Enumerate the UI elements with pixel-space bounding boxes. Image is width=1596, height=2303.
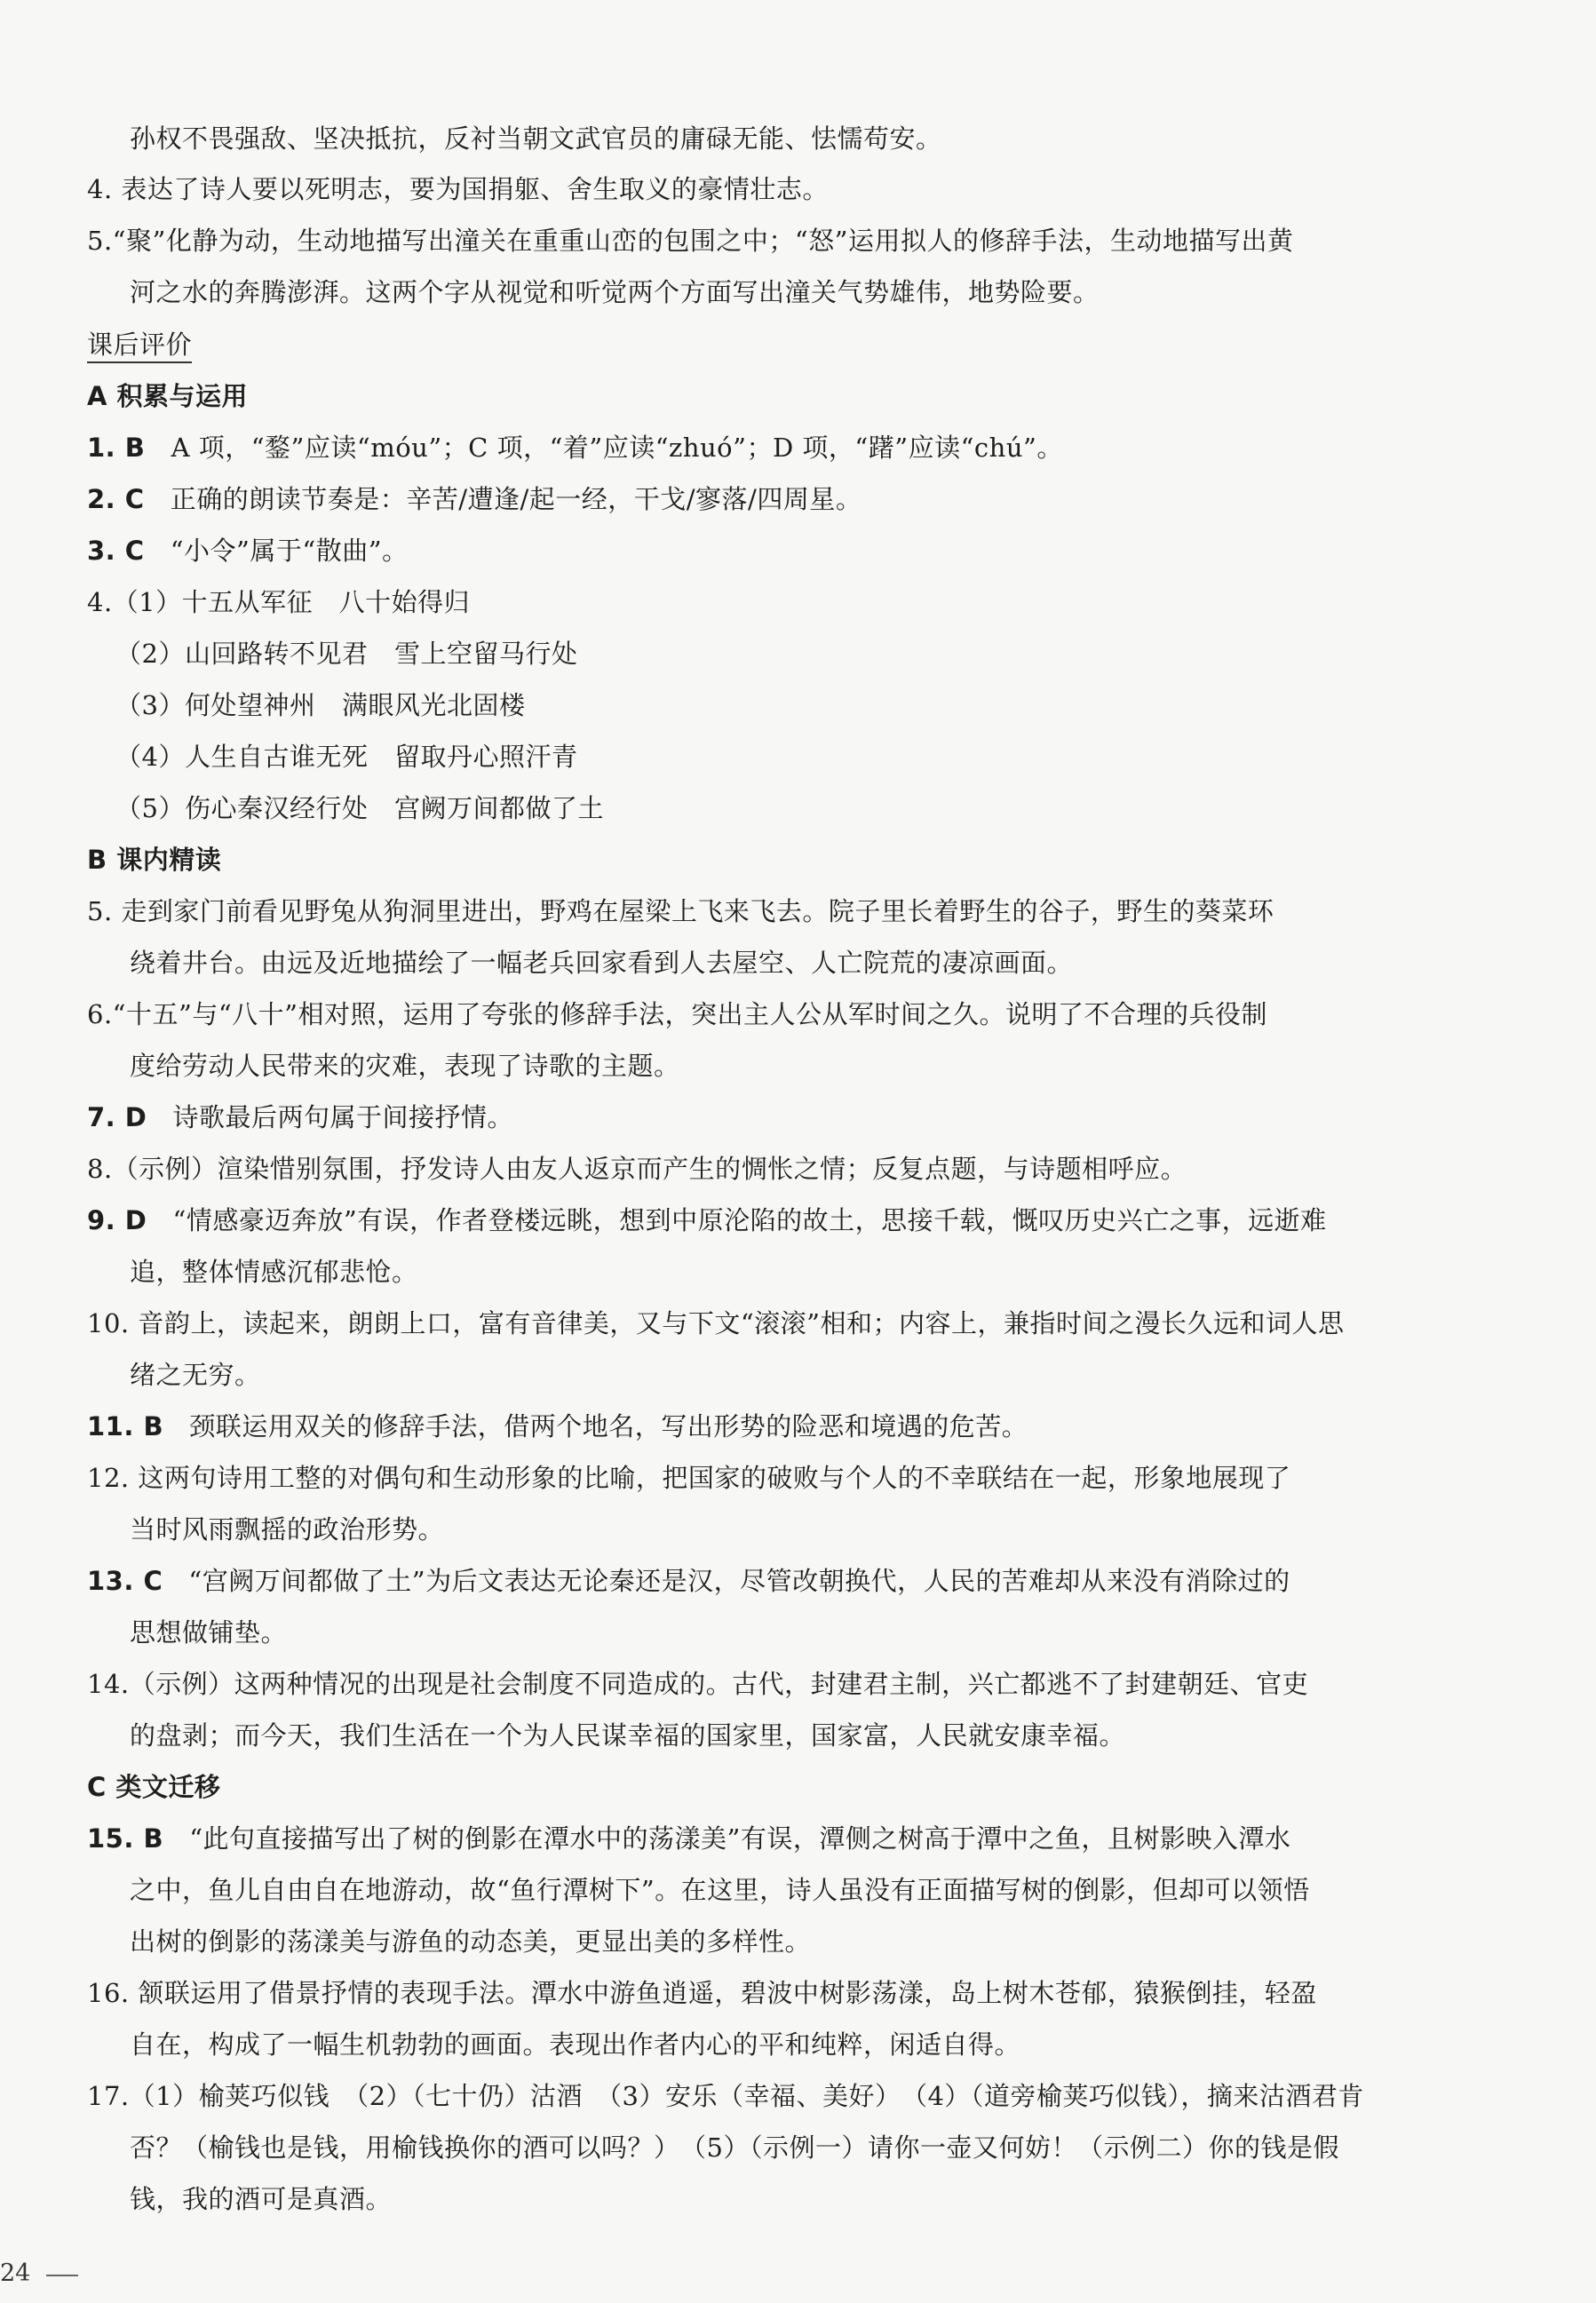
answer-13 xyxy=(87,1563,1290,1599)
section-heading-c: C 类文迁移 xyxy=(87,1772,221,1802)
text-line: 钱，我的酒可是真酒。 xyxy=(130,2184,393,2214)
section-title-evaluation xyxy=(87,327,192,362)
text-line: 之中，鱼儿自由自在地游动，故“鱼行潭树下”。在这里，诗人虽没有正面描写树的倒影，但却可以领悟 xyxy=(130,1875,1310,1905)
answer-16: 16. 颔联运用了借景抒情的表现手法。潭水中游鱼逍遥，碧波中树影荡漾，岛上树木苍郁，猿猴倒挂，轻盈 xyxy=(87,1978,1317,2008)
text-line: 绕着井台。由远及近地描绘了一幅老兵回家看到人去屋空、人亡院荒的凄凉画面。 xyxy=(130,948,1074,978)
answer-key: 7. D xyxy=(87,1102,147,1132)
answer-explanation: “宫阙万间都做了土”为后文表达无论秦还是汉，尽管改朝换代，人民的苦难却从来没有消除过的 xyxy=(188,1566,1290,1596)
answer-key: 13. C xyxy=(87,1566,163,1596)
answer-key: 9. D xyxy=(87,1205,147,1235)
answer-key: 3. C xyxy=(87,536,145,566)
text-line: 否？（榆钱也是钱，用榆钱换你的酒可以吗？） （5）（示例一）请你一壶又何妨！（示例二）你的钱是假 xyxy=(130,2132,1339,2163)
answer-12: 12. 这两句诗用工整的对偶句和生动形象的比喻，把国家的破败与个人的不幸联结在一起，形象地展现了 xyxy=(87,1463,1291,1493)
answer-explanation: A 项，“鍪”应读“móu”；C 项，“着”应读“zhuó”；D 项，“躇”应读“chú”。 xyxy=(171,433,1063,463)
answer-4: 4. 表达了诗人要以死明志，要为国捐躯、舍生取义的豪情壮志。 xyxy=(87,174,829,204)
page-number: 24 xyxy=(0,2259,31,2287)
answer-6: 6.“十五”与“八十”相对照，运用了夸张的修辞手法，突出主人公从军时间之久。说明了不合理的兵役制 xyxy=(87,999,1267,1029)
text-line: 思想做铺垫。 xyxy=(130,1617,288,1648)
answer-explanation: “情感豪迈奔放”有误，作者登楼远眺，想到中原沦陷的故土，思接千载，慨叹历史兴亡之事，远逝难 xyxy=(172,1205,1327,1235)
answer-explanation: 正确的朗读节奏是：辛苦/遭逢/起一经，干戈/寥落/四周星。 xyxy=(170,484,862,514)
answer-10: 10. 音韵上，读起来，朗朗上口，富有音律美，又与下文“滚滚”相和；内容上，兼指时间之漫长久远和词人思 xyxy=(87,1308,1345,1338)
text-line: 当时风雨飘摇的政治形势。 xyxy=(130,1514,445,1545)
text-line: 追，整体情感沉郁悲怆。 xyxy=(130,1257,418,1287)
answer-15 xyxy=(87,1821,1290,1856)
answer-14: 14.（示例）这两种情况的出现是社会制度不同造成的。古代，封建君主制，兴亡都逃不了封建朝廷、官吏 xyxy=(87,1669,1309,1699)
answer-key: 11. B xyxy=(87,1411,164,1441)
answer-key: 2. C xyxy=(87,484,145,514)
answer-9 xyxy=(87,1203,1327,1238)
answer-4-1: 4.（1）十五从军征 八十始得归 xyxy=(87,587,471,617)
answer-1 xyxy=(87,430,1063,465)
answer-2 xyxy=(87,481,862,517)
answer-key: 15. B xyxy=(87,1823,164,1854)
answer-explanation: 颈联运用双关的修辞手法，借两个地名，写出形势的险恶和境遇的危苦。 xyxy=(189,1411,1028,1441)
answer-8: 8.（示例）渲染惜别氛围，抒发诗人由友人返京而产生的惆怅之情；反复点题，与诗题相呼应。 xyxy=(87,1154,1187,1184)
answer-3 xyxy=(87,533,409,568)
answer-17: 17.（1）榆荚巧似钱 （2）（七十仍）沽酒 （3）安乐（幸福、美好） （4）（道旁榆荚巧似钱），摘来沽酒君肯 xyxy=(87,2081,1364,2111)
answer-4-4: （4）人生自古谁无死 留取丹心照汗青 xyxy=(115,742,578,772)
answer-key: 1. B xyxy=(87,433,146,463)
answer-explanation: 诗歌最后两句属于间接抒情。 xyxy=(172,1102,514,1132)
section-title-evaluation-text: 课后评价 xyxy=(87,330,192,363)
answer-5: 5.“聚”化静为动，生动地描写出潼关在重重山峦的包围之中；“怒”运用拟人的修辞手法，生动地描写出黄 xyxy=(87,226,1294,256)
answer-11 xyxy=(87,1409,1028,1444)
text-line: 自在，构成了一幅生机勃勃的画面。表现出作者内心的平和纯粹，闲适自得。 xyxy=(130,2029,1021,2060)
text-line: 度给劳动人民带来的灾难，表现了诗歌的主题。 xyxy=(130,1051,680,1081)
text-line: 出树的倒影的荡漾美与游鱼的动态美，更显出美的多样性。 xyxy=(130,1926,812,1957)
text-line: 绪之无穷。 xyxy=(130,1360,261,1390)
answer-4-2: （2）山回路转不见君 雪上空留马行处 xyxy=(115,639,578,669)
text-line: 孙权不畏强敌、坚决抵抗，反衬当朝文武官员的庸碌无能、怯懦苟安。 xyxy=(130,123,942,154)
answer-explanation: “此句直接描写出了树的倒影在潭水中的荡漾美”有误，潭侧之树高于潭中之鱼，且树影映入潭水 xyxy=(189,1823,1291,1854)
answer-4-5: （5）伤心秦汉经行处 宫阙万间都做了土 xyxy=(115,793,604,823)
text-line: 的盘剥；而今天，我们生活在一个为人民谋幸福的国家里，国家富，人民就安康幸福。 xyxy=(130,1720,1126,1751)
section-heading-b: B 课内精读 xyxy=(87,845,222,875)
answer-explanation: “小令”属于“散曲”。 xyxy=(170,536,409,566)
answer-5: 5. 走到家门前看见野兔从狗洞里进出，野鸡在屋梁上飞来飞去。院子里长着野生的谷子，野生的葵菜环 xyxy=(87,896,1274,926)
answer-7 xyxy=(87,1100,513,1135)
section-heading-a: A 积累与运用 xyxy=(87,381,249,411)
text-line: 河之水的奔腾澎湃。这两个字从视觉和听觉两个方面写出潼关气势雄伟，地势险要。 xyxy=(130,277,1100,307)
page-number-dash xyxy=(46,2275,78,2276)
answer-4-3: （3）何处望神州 满眼风光北固楼 xyxy=(115,690,526,720)
